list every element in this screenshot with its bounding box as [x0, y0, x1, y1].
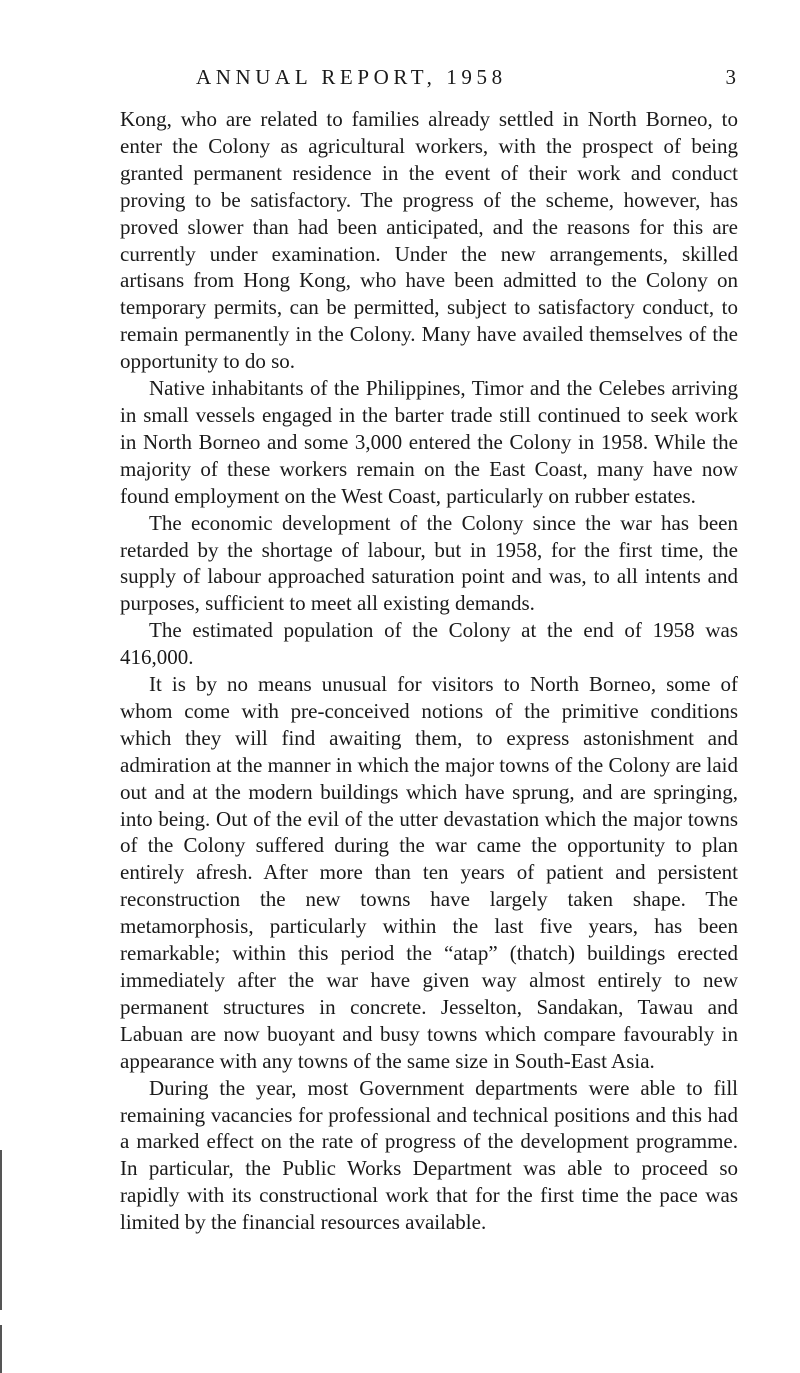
page-number: 3 [725, 65, 736, 89]
paragraph: Native inhabitants of the Philippines, Timor and the Celebes arriving in small vessels engaged in the barter trade still continued to seek work in North Borneo and some 3,000 entered the Colony in 1958. While the majority of these workers remain on the East Coast, many have now found employment on the West Coast, particularly on rubber estates. [120, 376, 738, 508]
paragraph: Kong, who are related to families already settled in North Borneo, to enter the Colony as agricultural workers, with the prospect of being granted permanent residence in the event of their work and conduct proving to be satisfactory. The progress of the scheme, however, has proved slower than had been anticipated, and the reasons for this are currently under examination. Under the new arrangements, skilled artisans from Hong Kong, who have been admitted to the Colony on temporary permits, can be permitted, subject to satisfactory conduct, to remain permanently in the Colony. Many have availed themselves of the opportunity to do so. [120, 107, 738, 374]
scan-edge-mark [0, 1325, 2, 1373]
paragraph: The estimated population of the Colony at the end of 1958 was 416,000. [120, 618, 738, 670]
body-text [120, 106, 738, 1236]
paragraph: It is by no means unusual for visitors to North Borneo, some of whom come with pre-conceived notions of the primitive conditions which they will find awaiting them, to express astonishment and admiration at the manner in which the major towns of the Colony are laid out and at the modern buildings which have sprung, and are springing, into being. Out of the evil of the utter devastation which the major towns of the Colony suffered during the war came the opportunity to plan entirely afresh. After more than ten years of patient and persistent reconstruction the new towns have largely taken shape. The metamorphosis, particularly within the last five years, has been remarkable; within this period the “atap” (thatch) buildings erected immediately after the war have given way almost entirely to new permanent structures in concrete. Jesselton, Sandakan, Tawau and Labuan are now buoyant and busy towns which compare favourably in appearance with any towns of the same size in South-East Asia. [120, 672, 738, 1073]
page-header [196, 62, 736, 92]
scan-edge-mark [0, 1150, 2, 1310]
paragraph: The economic development of the Colony since the war has been retarded by the shortage of labour, but in 1958, for the first time, the supply of labour approached saturation point and was, to all intents and purposes, sufficient to meet all existing demands. [120, 510, 738, 616]
running-head: ANNUAL REPORT, 1958 [196, 65, 507, 89]
paragraph: During the year, most Government departments were able to fill remaining vacancies for professional and technical positions and this had a marked effect on the rate of progress of the development programme. In particular, the Public Works Department was able to proceed so rapidly with its constructional work that for the first time the pace was limited by the financial resources available. [120, 1075, 738, 1235]
